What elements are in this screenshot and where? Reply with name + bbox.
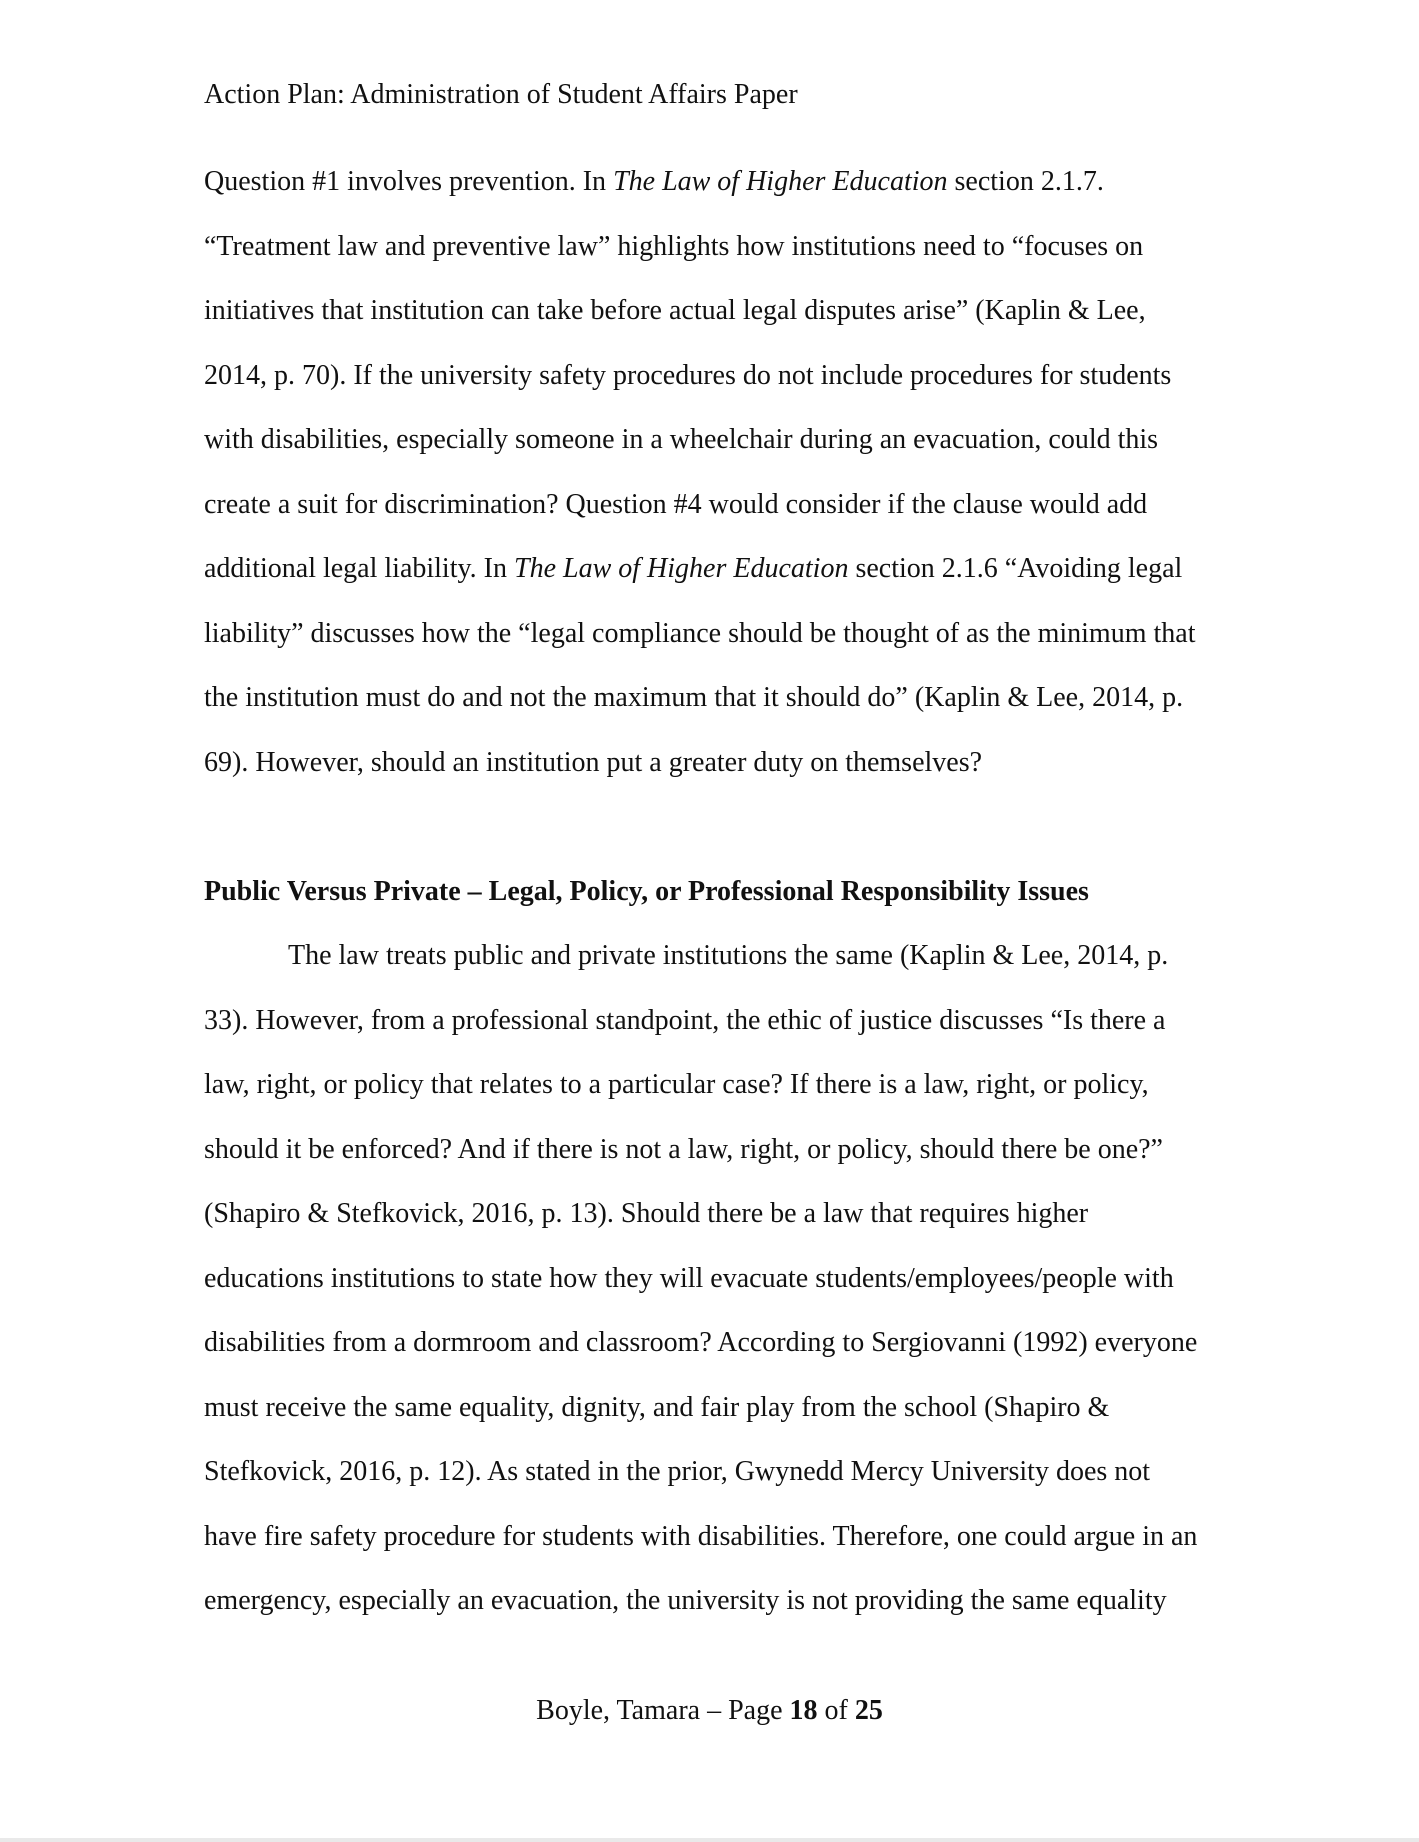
book-title: The Law of Higher Education xyxy=(613,166,948,197)
line-text: educations institutions to state how they will evacuate students/employees/people with xyxy=(204,1262,1174,1294)
line-text: “Treatment law and preventive law” highlights how institutions need to “focuses on xyxy=(204,230,1144,262)
paragraph-line xyxy=(204,291,1214,356)
paragraph-line xyxy=(204,1323,1214,1388)
page-footer xyxy=(0,1694,1419,1728)
page-bottom-edge xyxy=(0,1838,1419,1842)
footer-of-word: of xyxy=(824,1695,848,1726)
paragraph-line xyxy=(204,1452,1214,1517)
paragraph-line xyxy=(204,1388,1214,1453)
line-text: create a suit for discrimination? Question #4 would consider if the clause would add xyxy=(204,488,1148,520)
paragraph-line xyxy=(204,743,1214,808)
line-text: 69). However, should an institution put a greater duty on themselves? xyxy=(204,746,983,778)
line-text: 33). However, from a professional standpoint, the ethic of justice discusses “Is there a xyxy=(204,1004,1166,1036)
line-text: liability” discusses how the “legal compliance should be thought of as the minimum that xyxy=(204,617,1196,649)
paragraph-line xyxy=(204,1194,1214,1259)
paragraph-line xyxy=(204,614,1214,679)
paragraph-line xyxy=(204,420,1214,485)
paragraph-line xyxy=(204,1581,1214,1646)
line-text: section 2.1.7. xyxy=(947,166,1104,197)
line-text: should it be enforced? And if there is not a law, right, or policy, should there be one?” xyxy=(204,1133,1163,1165)
line-text: must receive the same equality, dignity, and fair play from the school (Shapiro & xyxy=(204,1391,1110,1423)
paragraph-line xyxy=(204,227,1214,292)
paragraph-spacer xyxy=(204,807,1214,872)
section-heading: Public Versus Private – Legal, Policy, or Professional Responsibility Issues xyxy=(204,875,1089,907)
line-text: disabilities from a dormroom and classroom? According to Sergiovanni (1992) everyone xyxy=(204,1327,1198,1358)
book-title: The Law of Higher Education xyxy=(514,553,849,584)
paragraph-line xyxy=(204,678,1214,743)
footer-page-word: Page xyxy=(728,1695,783,1726)
line-text: (Shapiro & Stefkovick, 2016, p. 13). Should there be a law that requires higher xyxy=(204,1198,1089,1229)
paragraph-line xyxy=(204,549,1214,614)
footer-author: Boyle, Tamara xyxy=(536,1695,701,1726)
line-text: have fire safety procedure for students with disabilities. Therefore, one could argue in an xyxy=(204,1520,1198,1552)
paragraph-line xyxy=(204,485,1214,550)
line-text: additional legal liability. In xyxy=(204,553,514,584)
line-text: Stefkovick, 2016, p. 12). As stated in the prior, Gwynedd Mercy University does not xyxy=(204,1456,1151,1487)
line-text: section 2.1.6 “Avoiding legal xyxy=(848,553,1183,584)
paragraph-line xyxy=(204,1259,1214,1324)
paragraph-line xyxy=(204,356,1214,421)
body-text xyxy=(204,162,1214,1646)
paragraph-line xyxy=(204,162,1214,227)
footer-total-pages: 25 xyxy=(854,1695,883,1726)
line-text: the institution must do and not the maximum that it should do” (Kaplin & Lee, 2014, p. xyxy=(204,682,1184,713)
line-text: The law treats public and private institutions the same (Kaplin & Lee, 2014, p. xyxy=(288,940,1169,971)
footer-separator: – xyxy=(707,1695,722,1726)
paragraph-line xyxy=(204,1065,1214,1130)
line-text: emergency, especially an evacuation, the university is not providing the same equality xyxy=(204,1585,1167,1616)
footer-page-number: 18 xyxy=(789,1695,818,1726)
paragraph-line xyxy=(204,1001,1214,1066)
paragraph-line xyxy=(204,1130,1214,1195)
paragraph-line xyxy=(204,1517,1214,1582)
line-text: 2014, p. 70). If the university safety procedures do not include procedures for students xyxy=(204,359,1172,391)
line-text: law, right, or policy that relates to a particular case? If there is a law, right, or policy, xyxy=(204,1069,1149,1100)
line-text: with disabilities, especially someone in a wheelchair during an evacuation, could this xyxy=(204,424,1159,455)
paragraph-line xyxy=(204,936,1214,1001)
line-text: Question #1 involves prevention. In xyxy=(204,166,614,197)
line-text: initiatives that institution can take before actual legal disputes arise” (Kaplin & Lee, xyxy=(204,295,1146,326)
running-header: Action Plan: Administration of Student Affairs Paper xyxy=(204,79,798,110)
